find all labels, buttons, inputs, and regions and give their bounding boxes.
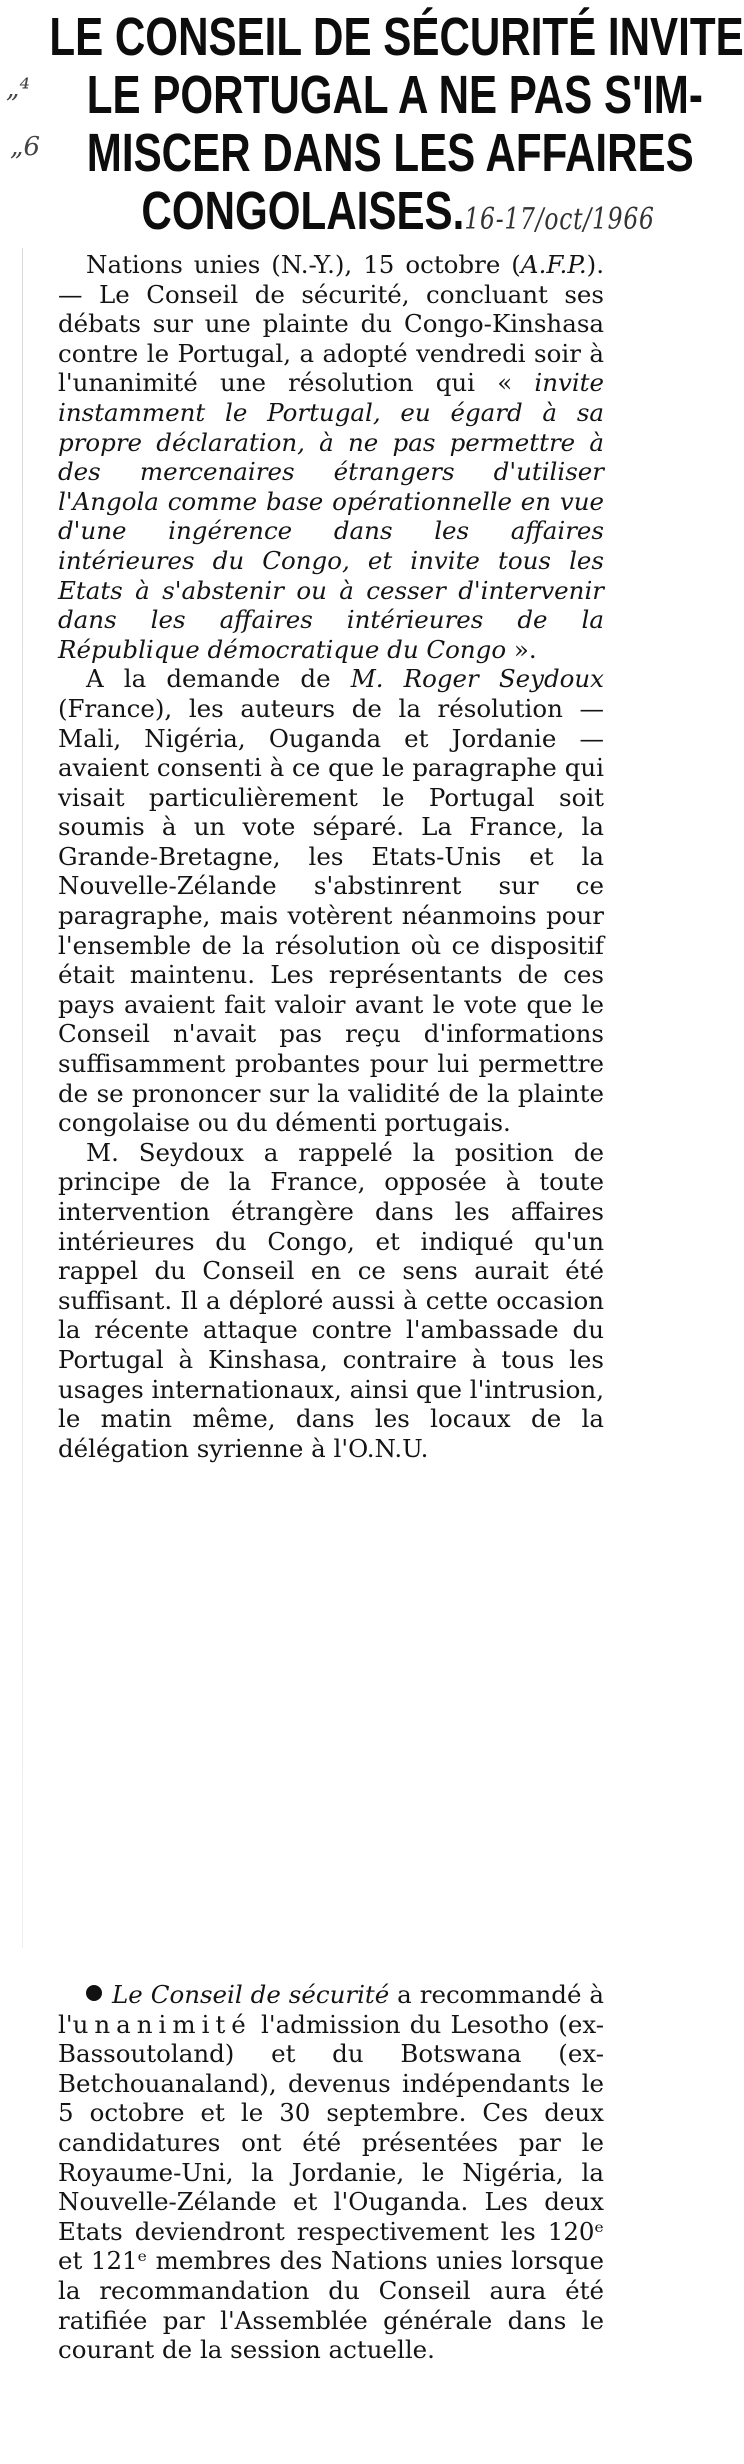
article-body [58,250,604,1463]
text-run: unanimité [72,2009,252,2039]
headline-line-1: LE CONSEIL DE SÉCURITÉ INVITE [49,7,744,67]
headline-line-4-text: CONGOLAISES. [141,181,465,241]
italic-text: M. Roger Seydoux [350,664,604,694]
text-run: l'admission du Lesotho (ex-Bassoutoland) et du Botswana (ex-Betchouanaland), devenus indépendants le 5 octobre et le 30 septembre. Ces deux candidatures ont été présentées par le Royaume-Uni, la Jordanie, le Nigéria, la Nouvelle-Zélande et l'Ouganda. Les deux Etats deviendront respectivement les 120ᵉ et 121ᵉ membres des Nations unies lorsque la recommandation du Conseil aura été ratifiée par l'Assemblée générale dans le courant de la session actuelle. [58,2009,604,2365]
italic-text: Le Conseil de sécurité [112,1980,390,2009]
article-paragraph [58,1138,604,1464]
margin-mark-1: „⁴ [6,74,30,104]
bullet-icon [86,1985,102,2001]
text-run: Nations unies (N.-Y.), 15 octobre ( [86,250,521,279]
news-brief-paragraph [58,1980,604,2365]
margin-mark-2: „6 [10,132,41,162]
article-paragraph [58,250,604,664]
handwritten-date: 16-17/oct/1966 [464,202,655,237]
text-run: M. Seydoux a rappelé la position de principe de la France, opposée à toute intervention étrangère dans les affaires intérieures du Congo, et indiqué qu'un rappel du Conseil en ce sens aurait été suffisant. Il a déploré aussi à cette occasion la récente attaque contre l'ambassade du Portugal à Kinshasa, contraire à tous les usages internationaux, ainsi que l'intrusion, le matin même, dans les locaux de la délégation syrienne à l'O.N.U. [58,1137,604,1463]
column-rule [22,248,23,1948]
text-run: (France), les auteurs de la résolution — Mali, Nigéria, Ouganda et Jordanie — avaient consenti à ce que le paragraphe qui visait particulièrement le Portugal soit soumis à un vote séparé. La France, la Grande-Bretagne, les Etats-Unis et la Nouvelle-Zélande s'abstinrent sur ce paragraphe, mais votèrent néanmoins pour l'ensemble de la résolution où ce dispositif était maintenu. Les représentants de ces pays avaient fait valoir avant le vote que le Conseil n'avait pas reçu d'informations suffisamment probantes pour lui permettre de se prononcer sur la validité de la plainte congolaise ou du démenti portugais. [58,693,604,1138]
headline-line-4 [40,181,655,249]
text-run: A la demande de [86,664,351,694]
text-run: ». [506,634,537,664]
italic-text: A.F.P. [520,250,587,279]
text-run: ). — Le Conseil de sécurité, concluant ses débats sur une plainte du Congo-Kinshasa contre le Portugal, a adopté vendredi soir à l'unanimité une résolution qui « [58,250,604,398]
news-brief [58,1980,604,2365]
article-paragraph [58,664,604,1138]
text-run: a recommandé à l' [58,1980,604,2039]
headline-line-3: MISCER DANS LES AFFAIRES [86,123,694,183]
headline-line-2: LE PORTUGAL A NE PAS S'IM- [86,65,703,125]
headline [40,7,744,249]
italic-text: invite instamment le Portugal, eu égard à sa propre déclaration, à ne pas permettre à des mercenaires étrangers d'utiliser l'Angola comme base opérationnelle en vue d'une ingérence dans les affaires intérieures du Congo, et invite tous les Etats à s'abstenir ou à cesser d'intervenir dans les affaires intérieures de la République démocratique du Congo [58,368,604,664]
